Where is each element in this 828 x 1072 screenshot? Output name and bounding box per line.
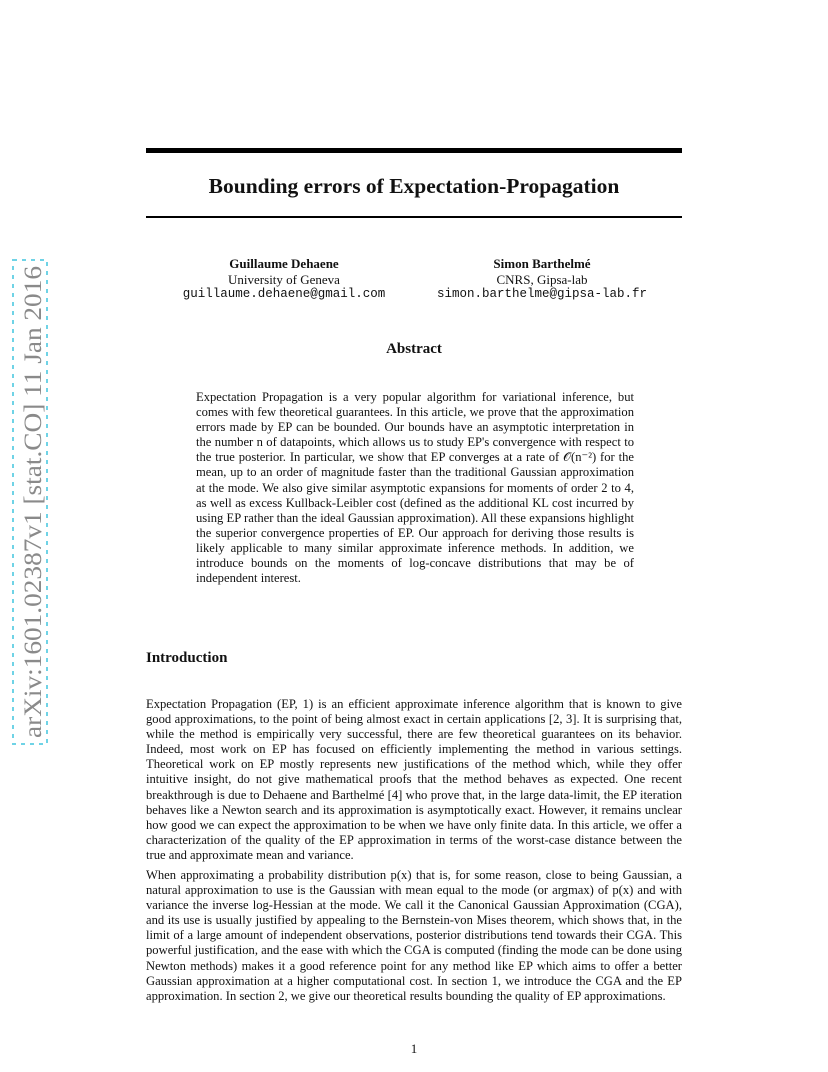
author-name: Guillaume Dehaene	[229, 256, 339, 271]
introduction-heading: Introduction	[146, 650, 228, 666]
arxiv-identifier-text: arXiv:1601.02387v1 [stat.CO] 11 Jan 2016	[18, 296, 47, 738]
arxiv-identifier-stamp	[10, 258, 50, 746]
title-top-rule	[146, 148, 682, 153]
page-number: 1	[410, 1041, 418, 1056]
author-email[interactable]: guillaume.dehaene@gmail.com	[182, 287, 386, 301]
abstract-heading: Abstract	[386, 341, 442, 357]
author-affiliation: CNRS, Gipsa-lab	[496, 271, 588, 287]
abstract-body: Expectation Propagation is a very popular algorithm for variational inference, but comes with few theoretical guarantees. In this article, we prove that the approximation errors made by EP can be bounded. Our bounds have an asymptotic interpretation in the number n of datapoints, which allows us to study EP's convergence with respect to the true posterior. In particular, we show that EP converges at a rate of 𝒪(n⁻²) for the mean, up to an order of magnitude faster than the traditional Gaussian approximation at the mode. We also give similar asymptotic expansions for moments of order 2 to 4, as well as excess Kullback-Leibler cost (defined as the additional KL cost incurred by using EP rather than the ideal Gaussian approximation). All these expansions highlight the superior convergence properties of EP. Our approach for deriving those results is likely applicable to many similar approximate inference methods. In addition, we introduce bounds on the moments of log-concave distributions that may be of independent interest.	[196, 390, 634, 586]
introduction-paragraph-2: When approximating a probability distribution p(x) that is, for some reason, close to being Gaussian, a natural approximation to use is the Gaussian with mean equal to the mode (or argmax) of p(x) and with variance the inverse log-Hessian at the mode. We call it the Canonical Gaussian Approximation (CGA), and its use is usually justified by appealing to the Bernstein-von Mises theorem, which shows that, in the limit of a large amount of independent observations, posterior distributions tend towards their CGA. This powerful justification, and the ease with which the CGA is computed (finding the mode can be done using Newton methods) makes it a good reference point for any method like EP which aims to offer a better Gaussian approximation at a higher computational cost. In section 1, we introduce the CGA and the EP approximation. In section 2, we give our theoretical results bounding the quality of EP approximations.	[146, 868, 682, 1003]
author-email[interactable]: simon.barthelme@gipsa-lab.fr	[436, 287, 648, 301]
author-block-2	[412, 256, 672, 303]
author-affiliation: University of Geneva	[228, 271, 340, 287]
author-block-1	[154, 256, 414, 303]
author-name: Simon Barthelmé	[493, 256, 591, 271]
title-bottom-rule	[146, 216, 682, 218]
introduction-paragraph-1: Expectation Propagation (EP, 1) is an efficient approximate inference algorithm that is known to give good approximations, to the point of being almost exact in certain applications [2, 3]. It is surprising that, while the method is empirically very successful, there are few theoretical guarantees on its behavior. Indeed, most work on EP has focused on efficiently implementing the method in various settings. Theoretical work on EP mostly represents new justifications of the method which, while they offer intuitive insight, do not give mathematical proofs that the method behaves as expected. One recent breakthrough is due to Dehaene and Barthelmé [4] who prove that, in the large data-limit, the EP iteration behaves like a Newton search and its approximation is asymptotically exact. However, it remains unclear how good we can expect the approximation to be when we have only finite data. In this article, we offer a characterization of the quality of the EP approximation in terms of the worst-case distance between the true and approximate mean and variance.	[146, 697, 682, 862]
paper-title: Bounding errors of Expectation-Propagation	[208, 174, 620, 198]
